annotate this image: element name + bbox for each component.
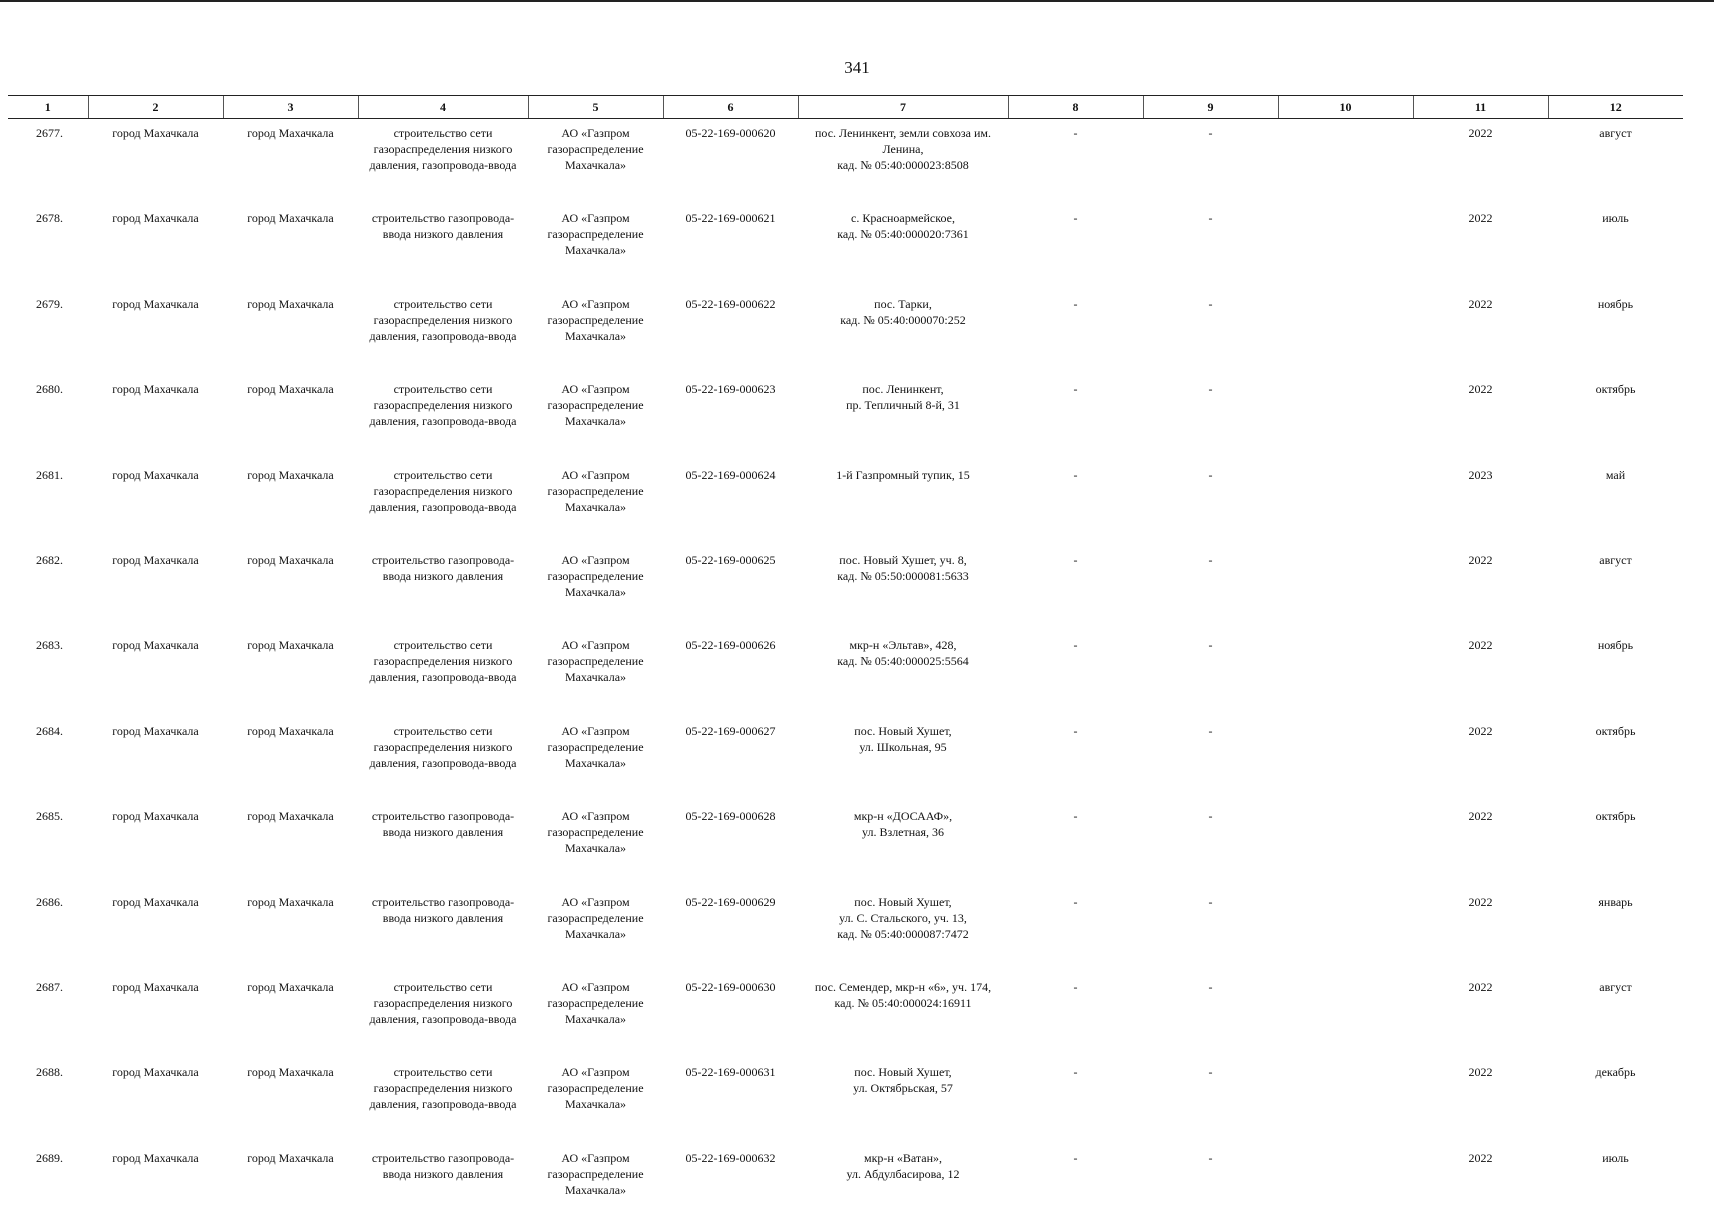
organization-cell-line: газораспределение — [531, 483, 660, 499]
column-10-cell — [1278, 717, 1413, 802]
organization-cell — [528, 1058, 663, 1143]
address-cell — [798, 375, 1008, 460]
column-header: 8 — [1008, 96, 1143, 119]
work-type-cell-line: газораспределения низкого — [361, 739, 525, 755]
work-type-cell-line: строительство сети — [361, 723, 525, 739]
column-10-cell — [1278, 461, 1413, 546]
work-type-cell — [358, 1058, 528, 1143]
row-number: 2681. — [8, 461, 88, 546]
work-type-cell-line: строительство газопровода- — [361, 552, 525, 568]
address-cell-line: пр. Тепличный 8-й, 31 — [801, 397, 1005, 413]
column-10-cell — [1278, 204, 1413, 289]
organization-cell-line: АО «Газпром — [531, 125, 660, 141]
column-9-cell: - — [1143, 1144, 1278, 1229]
settlement-cell: город Махачкала — [223, 1058, 358, 1143]
organization-cell-line: Махачкала» — [531, 669, 660, 685]
organization-cell-line: Махачкала» — [531, 413, 660, 429]
table-row — [8, 1144, 1683, 1229]
year-cell: 2022 — [1413, 631, 1548, 716]
organization-cell-line: газораспределение — [531, 312, 660, 328]
column-9-cell: - — [1143, 290, 1278, 375]
work-type-cell-line: давления, газопровода-ввода — [361, 1096, 525, 1112]
address-cell-line: ул. С. Стальского, уч. 13, — [801, 910, 1005, 926]
column-header: 12 — [1548, 96, 1683, 119]
column-9-cell: - — [1143, 204, 1278, 289]
row-number: 2683. — [8, 631, 88, 716]
organization-cell — [528, 204, 663, 289]
column-9-cell: - — [1143, 888, 1278, 973]
work-type-cell-line: давления, газопровода-ввода — [361, 157, 525, 173]
organization-cell-line: Махачкала» — [531, 926, 660, 942]
year-cell: 2022 — [1413, 119, 1548, 205]
column-10-cell — [1278, 888, 1413, 973]
address-cell-line: пос. Тарки, — [801, 296, 1005, 312]
month-cell: август — [1548, 119, 1683, 205]
address-cell-line: кад. № 05:40:000025:5564 — [801, 653, 1005, 669]
address-cell-line: ул. Октябрьская, 57 — [801, 1080, 1005, 1096]
column-header: 4 — [358, 96, 528, 119]
column-header: 5 — [528, 96, 663, 119]
column-9-cell: - — [1143, 631, 1278, 716]
column-10-cell — [1278, 802, 1413, 887]
organization-cell-line: АО «Газпром — [531, 808, 660, 824]
column-10-cell — [1278, 973, 1413, 1058]
table-row — [8, 1058, 1683, 1143]
address-cell — [798, 717, 1008, 802]
work-type-cell-line: газораспределения низкого — [361, 483, 525, 499]
address-cell-line: кад. № 05:40:000020:7361 — [801, 226, 1005, 242]
settlement-cell: город Махачкала — [223, 717, 358, 802]
settlement-cell: город Махачкала — [223, 119, 358, 205]
settlement-cell: город Махачкала — [223, 631, 358, 716]
organization-cell-line: газораспределение — [531, 397, 660, 413]
organization-cell — [528, 888, 663, 973]
column-8-cell: - — [1008, 375, 1143, 460]
column-10-cell — [1278, 1058, 1413, 1143]
address-cell — [798, 1058, 1008, 1143]
column-header: 1 — [8, 96, 88, 119]
organization-cell-line: Махачкала» — [531, 1096, 660, 1112]
column-8-cell: - — [1008, 204, 1143, 289]
column-10-cell — [1278, 119, 1413, 205]
work-type-cell-line: давления, газопровода-ввода — [361, 1011, 525, 1027]
year-cell: 2022 — [1413, 546, 1548, 631]
year-cell: 2022 — [1413, 888, 1548, 973]
work-type-cell-line: ввода низкого давления — [361, 1166, 525, 1182]
work-type-cell — [358, 1144, 528, 1229]
year-cell: 2022 — [1413, 290, 1548, 375]
column-9-cell: - — [1143, 119, 1278, 205]
work-type-cell — [358, 461, 528, 546]
table-row — [8, 546, 1683, 631]
work-type-cell — [358, 546, 528, 631]
month-cell: октябрь — [1548, 375, 1683, 460]
object-code-cell: 05-22-169-000632 — [663, 1144, 798, 1229]
work-type-cell-line: строительство сети — [361, 125, 525, 141]
year-cell: 2022 — [1413, 204, 1548, 289]
work-type-cell-line: газораспределения низкого — [361, 397, 525, 413]
month-cell: декабрь — [1548, 1058, 1683, 1143]
table-row — [8, 973, 1683, 1058]
organization-cell-line: газораспределение — [531, 995, 660, 1011]
organization-cell-line: АО «Газпром — [531, 979, 660, 995]
object-code-cell: 05-22-169-000629 — [663, 888, 798, 973]
organization-cell-line: газораспределение — [531, 1080, 660, 1096]
municipality-cell: город Махачкала — [88, 1144, 223, 1229]
organization-cell — [528, 546, 663, 631]
address-cell-line: пос. Семендер, мкр-н «6», уч. 174, — [801, 979, 1005, 995]
object-code-cell: 05-22-169-000623 — [663, 375, 798, 460]
address-cell-line: кад. № 05:40:000070:252 — [801, 312, 1005, 328]
column-8-cell: - — [1008, 973, 1143, 1058]
work-type-cell — [358, 290, 528, 375]
work-type-cell — [358, 717, 528, 802]
year-cell: 2023 — [1413, 461, 1548, 546]
work-type-cell-line: давления, газопровода-ввода — [361, 413, 525, 429]
column-header: 11 — [1413, 96, 1548, 119]
municipality-cell: город Махачкала — [88, 631, 223, 716]
column-header: 9 — [1143, 96, 1278, 119]
month-cell: октябрь — [1548, 802, 1683, 887]
column-8-cell: - — [1008, 461, 1143, 546]
object-code-cell: 05-22-169-000631 — [663, 1058, 798, 1143]
organization-cell-line: Махачкала» — [531, 242, 660, 258]
row-number: 2686. — [8, 888, 88, 973]
municipality-cell: город Махачкала — [88, 375, 223, 460]
address-cell — [798, 802, 1008, 887]
column-9-cell: - — [1143, 461, 1278, 546]
organization-cell — [528, 375, 663, 460]
work-type-cell-line: ввода низкого давления — [361, 568, 525, 584]
row-number: 2687. — [8, 973, 88, 1058]
table-row — [8, 888, 1683, 973]
organization-cell-line: АО «Газпром — [531, 296, 660, 312]
column-10-cell — [1278, 1144, 1413, 1229]
column-8-cell: - — [1008, 290, 1143, 375]
organization-cell-line: АО «Газпром — [531, 552, 660, 568]
column-header: 6 — [663, 96, 798, 119]
work-type-cell — [358, 888, 528, 973]
address-cell — [798, 119, 1008, 205]
municipality-cell: город Махачкала — [88, 119, 223, 205]
organization-cell-line: АО «Газпром — [531, 210, 660, 226]
object-code-cell: 05-22-169-000625 — [663, 546, 798, 631]
organization-cell-line: АО «Газпром — [531, 1064, 660, 1080]
column-8-cell: - — [1008, 119, 1143, 205]
organization-cell-line: Махачкала» — [531, 755, 660, 771]
address-cell — [798, 546, 1008, 631]
column-9-cell: - — [1143, 973, 1278, 1058]
object-code-cell: 05-22-169-000624 — [663, 461, 798, 546]
organization-cell-line: Махачкала» — [531, 499, 660, 515]
month-cell: май — [1548, 461, 1683, 546]
organization-cell-line: Махачкала» — [531, 840, 660, 856]
object-code-cell: 05-22-169-000622 — [663, 290, 798, 375]
address-cell — [798, 290, 1008, 375]
address-cell-line: с. Красноармейское, — [801, 210, 1005, 226]
month-cell: август — [1548, 546, 1683, 631]
table-row — [8, 631, 1683, 716]
month-cell: июль — [1548, 1144, 1683, 1229]
address-cell-line: ул. Школьная, 95 — [801, 739, 1005, 755]
row-number: 2682. — [8, 546, 88, 631]
work-type-cell-line: ввода низкого давления — [361, 910, 525, 926]
address-cell-line: мкр-н «Ватан», — [801, 1150, 1005, 1166]
municipality-cell: город Махачкала — [88, 461, 223, 546]
column-10-cell — [1278, 290, 1413, 375]
organization-cell-line: Махачкала» — [531, 584, 660, 600]
municipality-cell: город Махачкала — [88, 204, 223, 289]
address-cell-line: кад. № 05:40:000023:8508 — [801, 157, 1005, 173]
work-type-cell-line: газораспределения низкого — [361, 1080, 525, 1096]
address-cell-line: пос. Ленинкент, — [801, 381, 1005, 397]
address-cell — [798, 973, 1008, 1058]
work-type-cell-line: строительство газопровода- — [361, 894, 525, 910]
month-cell: ноябрь — [1548, 631, 1683, 716]
column-9-cell: - — [1143, 802, 1278, 887]
register-table — [8, 95, 1683, 1229]
work-type-cell — [358, 973, 528, 1058]
organization-cell-line: газораспределение — [531, 1166, 660, 1182]
work-type-cell — [358, 802, 528, 887]
organization-cell-line: Махачкала» — [531, 328, 660, 344]
row-number: 2679. — [8, 290, 88, 375]
organization-cell — [528, 461, 663, 546]
address-cell-line: пос. Ленинкент, земли совхоза им. — [801, 125, 1005, 141]
year-cell: 2022 — [1413, 1058, 1548, 1143]
work-type-cell — [358, 119, 528, 205]
address-cell-line: пос. Новый Хушет, уч. 8, — [801, 552, 1005, 568]
table-row — [8, 204, 1683, 289]
work-type-cell — [358, 375, 528, 460]
settlement-cell: город Махачкала — [223, 973, 358, 1058]
column-header: 7 — [798, 96, 1008, 119]
address-cell — [798, 1144, 1008, 1229]
column-8-cell: - — [1008, 1144, 1143, 1229]
column-8-cell: - — [1008, 802, 1143, 887]
work-type-cell-line: давления, газопровода-ввода — [361, 755, 525, 771]
address-cell — [798, 631, 1008, 716]
organization-cell-line: Махачкала» — [531, 1011, 660, 1027]
work-type-cell — [358, 204, 528, 289]
year-cell: 2022 — [1413, 973, 1548, 1058]
column-9-cell: - — [1143, 717, 1278, 802]
column-9-cell: - — [1143, 546, 1278, 631]
column-10-cell — [1278, 631, 1413, 716]
settlement-cell: город Махачкала — [223, 888, 358, 973]
month-cell: ноябрь — [1548, 290, 1683, 375]
settlement-cell: город Махачкала — [223, 546, 358, 631]
month-cell: июль — [1548, 204, 1683, 289]
work-type-cell-line: строительство газопровода- — [361, 1150, 525, 1166]
table-row — [8, 290, 1683, 375]
table-row — [8, 717, 1683, 802]
column-10-cell — [1278, 375, 1413, 460]
table-body — [8, 119, 1683, 1229]
month-cell: август — [1548, 973, 1683, 1058]
work-type-cell-line: строительство сети — [361, 1064, 525, 1080]
organization-cell — [528, 631, 663, 716]
organization-cell-line: АО «Газпром — [531, 381, 660, 397]
work-type-cell-line: давления, газопровода-ввода — [361, 669, 525, 685]
settlement-cell: город Махачкала — [223, 290, 358, 375]
year-cell: 2022 — [1413, 802, 1548, 887]
top-rule — [0, 0, 1714, 2]
organization-cell-line: АО «Газпром — [531, 467, 660, 483]
month-cell: октябрь — [1548, 717, 1683, 802]
settlement-cell: город Махачкала — [223, 802, 358, 887]
organization-cell-line: Махачкала» — [531, 157, 660, 173]
organization-cell — [528, 717, 663, 802]
work-type-cell-line: строительство газопровода- — [361, 210, 525, 226]
settlement-cell: город Махачкала — [223, 375, 358, 460]
row-number: 2677. — [8, 119, 88, 205]
municipality-cell: город Махачкала — [88, 546, 223, 631]
object-code-cell: 05-22-169-000626 — [663, 631, 798, 716]
work-type-cell-line: давления, газопровода-ввода — [361, 328, 525, 344]
column-9-cell: - — [1143, 375, 1278, 460]
work-type-cell-line: газораспределения низкого — [361, 653, 525, 669]
organization-cell — [528, 973, 663, 1058]
address-cell-line: 1-й Газпромный тупик, 15 — [801, 467, 1005, 483]
address-cell-line: пос. Новый Хушет, — [801, 894, 1005, 910]
header-row — [8, 96, 1683, 119]
object-code-cell: 05-22-169-000628 — [663, 802, 798, 887]
column-header: 2 — [88, 96, 223, 119]
organization-cell-line: АО «Газпром — [531, 894, 660, 910]
work-type-cell-line: строительство сети — [361, 979, 525, 995]
page-number: 341 — [0, 58, 1714, 78]
year-cell: 2022 — [1413, 1144, 1548, 1229]
column-8-cell: - — [1008, 546, 1143, 631]
row-number: 2685. — [8, 802, 88, 887]
object-code-cell: 05-22-169-000627 — [663, 717, 798, 802]
object-code-cell: 05-22-169-000621 — [663, 204, 798, 289]
address-cell-line: пос. Новый Хушет, — [801, 723, 1005, 739]
work-type-cell — [358, 631, 528, 716]
address-cell-line: Ленина, — [801, 141, 1005, 157]
year-cell: 2022 — [1413, 375, 1548, 460]
address-cell-line: кад. № 05:40:000024:16911 — [801, 995, 1005, 1011]
work-type-cell-line: строительство сети — [361, 296, 525, 312]
work-type-cell-line: строительство газопровода- — [361, 808, 525, 824]
organization-cell-line: газораспределение — [531, 739, 660, 755]
municipality-cell: город Махачкала — [88, 973, 223, 1058]
column-8-cell: - — [1008, 888, 1143, 973]
settlement-cell: город Махачкала — [223, 1144, 358, 1229]
settlement-cell: город Махачкала — [223, 204, 358, 289]
address-cell-line: кад. № 05:40:000087:7472 — [801, 926, 1005, 942]
address-cell-line: мкр-н «Эльтав», 428, — [801, 637, 1005, 653]
organization-cell-line: газораспределение — [531, 141, 660, 157]
column-9-cell: - — [1143, 1058, 1278, 1143]
column-8-cell: - — [1008, 1058, 1143, 1143]
organization-cell-line: газораспределение — [531, 568, 660, 584]
organization-cell — [528, 802, 663, 887]
address-cell — [798, 888, 1008, 973]
organization-cell-line: газораспределение — [531, 910, 660, 926]
address-cell-line: пос. Новый Хушет, — [801, 1064, 1005, 1080]
table-row — [8, 375, 1683, 460]
municipality-cell: город Махачкала — [88, 802, 223, 887]
organization-cell-line: Махачкала» — [531, 1182, 660, 1198]
column-10-cell — [1278, 546, 1413, 631]
address-cell-line: мкр-н «ДОСААФ», — [801, 808, 1005, 824]
municipality-cell: город Махачкала — [88, 717, 223, 802]
organization-cell — [528, 1144, 663, 1229]
organization-cell-line: газораспределение — [531, 226, 660, 242]
column-8-cell: - — [1008, 631, 1143, 716]
settlement-cell: город Махачкала — [223, 461, 358, 546]
year-cell: 2022 — [1413, 717, 1548, 802]
municipality-cell: город Махачкала — [88, 888, 223, 973]
organization-cell — [528, 119, 663, 205]
address-cell-line: ул. Абдулбасирова, 12 — [801, 1166, 1005, 1182]
address-cell-line: кад. № 05:50:000081:5633 — [801, 568, 1005, 584]
work-type-cell-line: газораспределения низкого — [361, 312, 525, 328]
organization-cell — [528, 290, 663, 375]
organization-cell-line: АО «Газпром — [531, 723, 660, 739]
column-header: 3 — [223, 96, 358, 119]
address-cell — [798, 204, 1008, 289]
column-header: 10 — [1278, 96, 1413, 119]
municipality-cell: город Махачкала — [88, 1058, 223, 1143]
work-type-cell-line: газораспределения низкого — [361, 141, 525, 157]
work-type-cell-line: строительство сети — [361, 381, 525, 397]
work-type-cell-line: газораспределения низкого — [361, 995, 525, 1011]
work-type-cell-line: ввода низкого давления — [361, 824, 525, 840]
row-number: 2684. — [8, 717, 88, 802]
month-cell: январь — [1548, 888, 1683, 973]
row-number: 2688. — [8, 1058, 88, 1143]
table-row — [8, 802, 1683, 887]
object-code-cell: 05-22-169-000630 — [663, 973, 798, 1058]
work-type-cell-line: ввода низкого давления — [361, 226, 525, 242]
work-type-cell-line: строительство сети — [361, 467, 525, 483]
row-number: 2678. — [8, 204, 88, 289]
address-cell-line: ул. Взлетная, 36 — [801, 824, 1005, 840]
column-8-cell: - — [1008, 717, 1143, 802]
organization-cell-line: АО «Газпром — [531, 1150, 660, 1166]
object-code-cell: 05-22-169-000620 — [663, 119, 798, 205]
address-cell — [798, 461, 1008, 546]
municipality-cell: город Махачкала — [88, 290, 223, 375]
organization-cell-line: АО «Газпром — [531, 637, 660, 653]
organization-cell-line: газораспределение — [531, 824, 660, 840]
organization-cell-line: газораспределение — [531, 653, 660, 669]
table-row — [8, 119, 1683, 205]
row-number: 2689. — [8, 1144, 88, 1229]
row-number: 2680. — [8, 375, 88, 460]
work-type-cell-line: давления, газопровода-ввода — [361, 499, 525, 515]
work-type-cell-line: строительство сети — [361, 637, 525, 653]
table-row — [8, 461, 1683, 546]
